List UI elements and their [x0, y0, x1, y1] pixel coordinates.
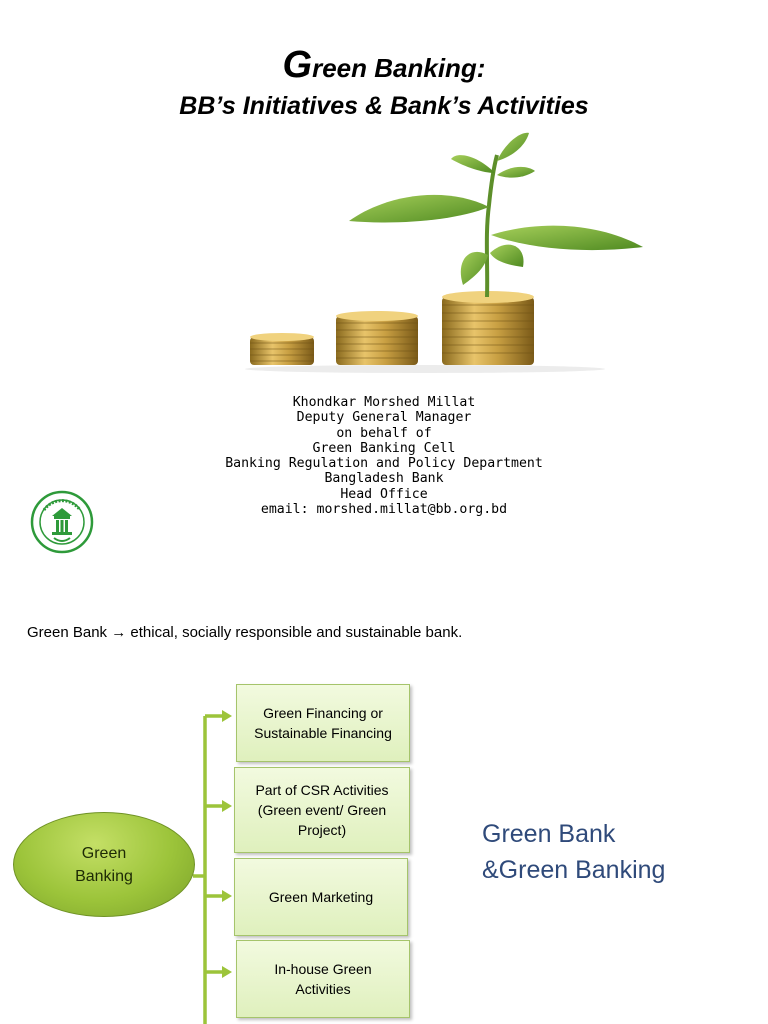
branch-green-financing-label: Green Financing or Sustainable Financing [254, 705, 392, 741]
branch-inhouse-activities [236, 940, 410, 1018]
title-rest: reen Banking: [312, 53, 486, 83]
side-title [482, 816, 665, 888]
branch-csr-activities [234, 767, 410, 853]
subtitle: BB’s Initiatives & Bank’s Activities [179, 92, 589, 120]
branch-green-financing [236, 684, 410, 762]
presenter-position: Deputy General Manager [296, 410, 472, 426]
presenter-organization: Bangladesh Bank [324, 471, 444, 487]
branch-green-marketing [234, 858, 408, 936]
green-banking-node-label: Green Banking [75, 844, 133, 885]
green-bank-definition: Green Bank → ethical, socially responsible and sustainable bank. [27, 624, 463, 641]
presenter-cell: Green Banking Cell [312, 440, 456, 456]
side-title-line-1: Green Bank [482, 820, 616, 848]
presenter-behalf: on behalf of [336, 425, 432, 441]
branch-green-marketing-label: Green Marketing [268, 889, 374, 905]
presenter-name: Khondkar Morshed Millat [292, 395, 476, 410]
branch-csr-activities-label: Part of CSR Activities (Green event/ Green Project) [255, 782, 389, 838]
side-title-line-2: &Green Banking [482, 856, 666, 884]
title-cap-letter: G [282, 44, 313, 86]
presenter-email: email: morshed.millat@bb.org.bd [260, 502, 508, 518]
presenter-office: Head Office [340, 486, 428, 502]
presenter-department: Banking Regulation and Policy Department [225, 456, 543, 472]
green-banking-node [13, 812, 195, 917]
branch-inhouse-activities-label: In-house Green Activities [274, 961, 372, 997]
